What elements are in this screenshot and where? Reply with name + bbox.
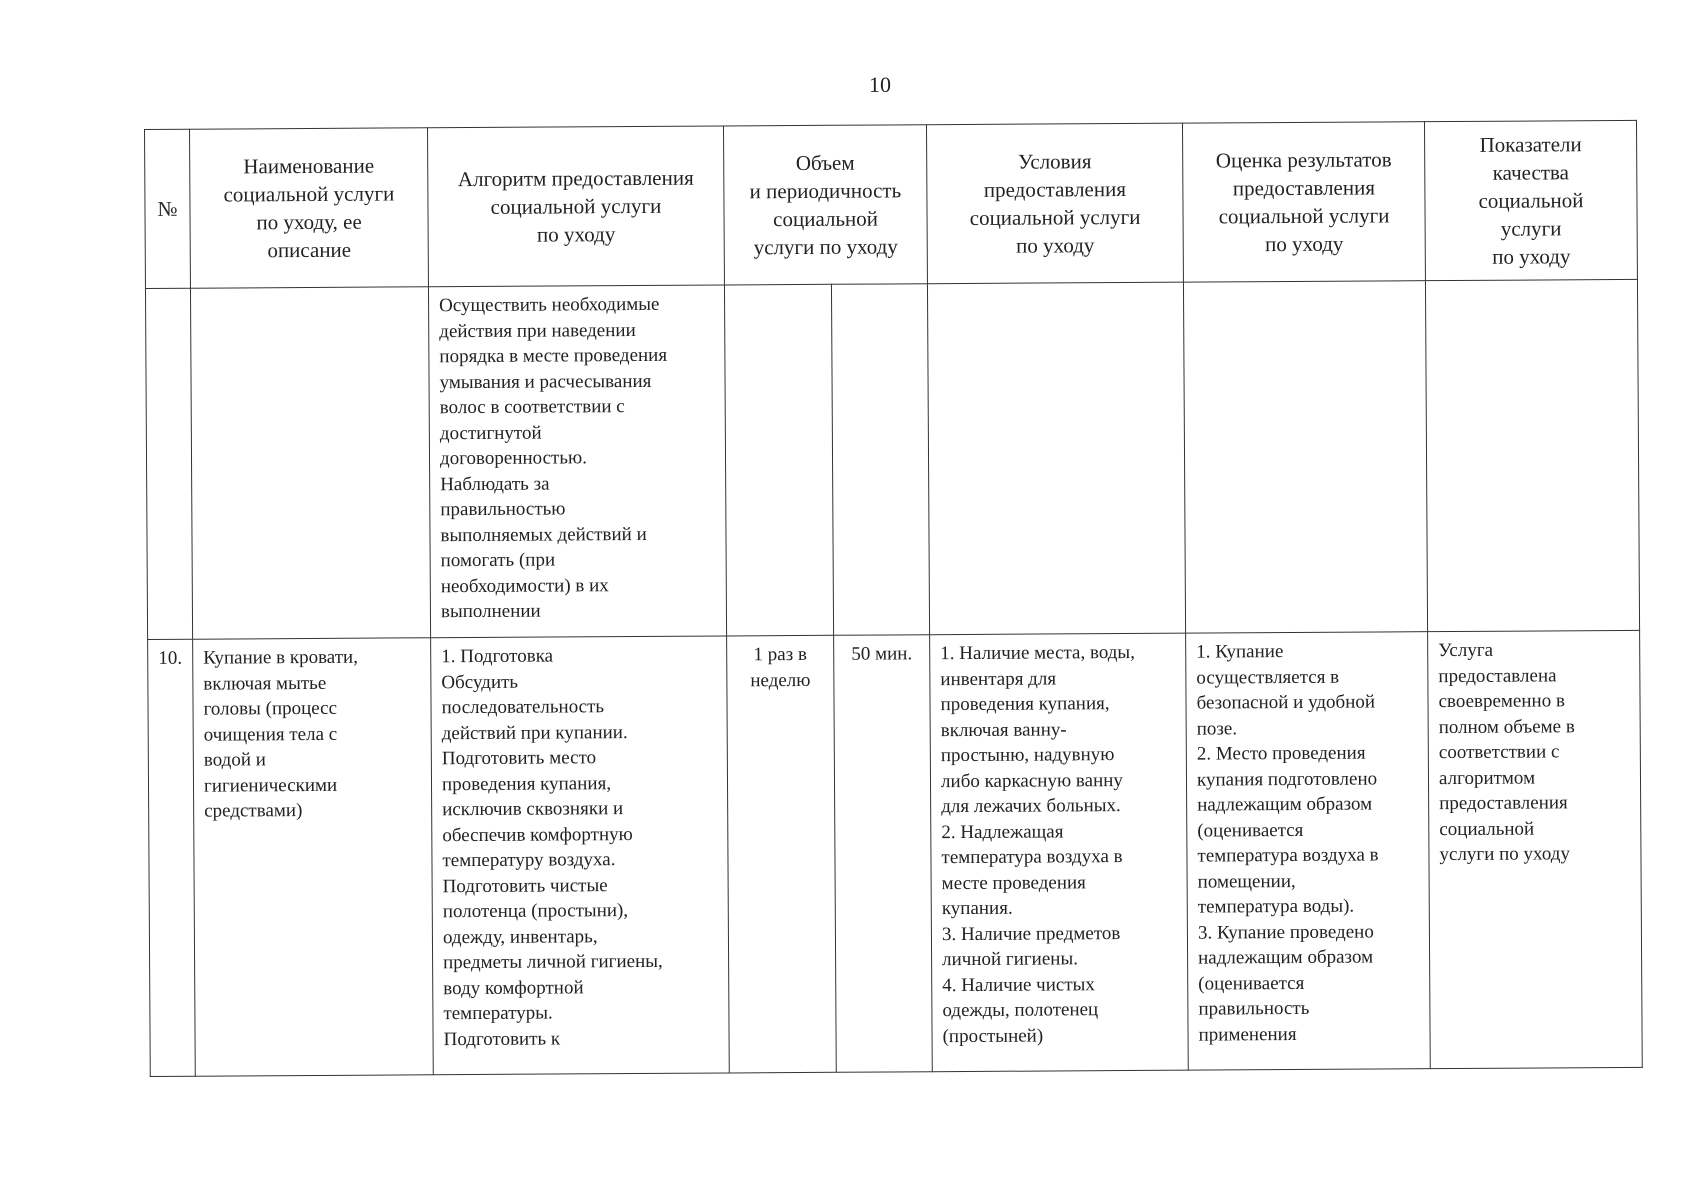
header-num: № (145, 129, 191, 288)
cell-volume: 50 мин. (834, 635, 933, 1073)
header-volume-periodicity: Объем и периодичность социальной услуги по уходу (723, 125, 927, 285)
header-row (145, 120, 1638, 288)
cell-quality (1425, 279, 1639, 631)
cell-periodicity: 1 раз в неделю (727, 635, 837, 1073)
cell-service-name: Купание в кровати, включая мытье головы (процесс очищения тела с водой и гигиеническими средствами) (193, 638, 434, 1076)
cell-num (145, 288, 192, 639)
cell-evaluation: 1. Купание осуществляется в безопасной и удобной позе. 2. Место проведения купания подготовлено надлежащим образом (оценивается температура воздуха в помещении, температура воды). 3. Купание проведено надлежащим образом (оценивается правильность применения (1186, 632, 1431, 1070)
header-service-name: Наименование социальной услуги по уходу, ее описание (190, 128, 429, 288)
cell-periodicity (724, 284, 833, 636)
cell-algorithm: 1. Подготовка Обсудить последовательность действий при купании. Подготовить место проведения купания, исключив сквозняки и обеспечив комфортную температуру воздуха. Подготовить чистые полотенца (простыни), одежду, инвентарь, предметы личной гигиены, воду комфортной температуры. Подготовить к (431, 636, 730, 1075)
cell-conditions (927, 282, 1185, 635)
header-algorithm: Алгоритм предоставления социальной услуги по уходу (427, 126, 724, 287)
cell-quality: Услуга предоставлена своевременно в полном объеме в соответствии с алгоритмом предоставления социальной услуги по уходу (1428, 630, 1643, 1068)
table-header (145, 120, 1638, 288)
cell-algorithm: Осуществить необходимые действия при наведении порядка в месте проведения умывания и расчесывания волос в соответствии с достигнутой договоренностью. Наблюдать за правильностью выполняемых действий и помогать (при необходимости) в их выполнении (428, 285, 726, 638)
cell-volume (831, 284, 929, 636)
header-quality: Показатели качества социальной услуги по уходу (1424, 120, 1637, 280)
header-evaluation: Оценка результатов предоставления социальной услуги по уходу (1182, 122, 1425, 282)
services-table (144, 120, 1643, 1077)
cell-conditions: 1. Наличие места, воды, инвентаря для проведения купания, включая ванну- простыню, надувную либо каркасную ванну для лежачих больных. 2. Надлежащая температура воздуха в месте проведения купания. 3. Наличие предметов личной гигиены. 4. Наличие чистых одежды, полотенец (простыней) (930, 633, 1189, 1072)
table-row (148, 630, 1643, 1076)
table-row (145, 279, 1639, 639)
cell-evaluation (1183, 281, 1427, 633)
page-number: 10 (869, 72, 891, 97)
cell-service-name (190, 287, 430, 639)
header-conditions: Условия предоставления социальной услуги по уходу (927, 123, 1184, 284)
cell-num: 10. (148, 639, 196, 1076)
